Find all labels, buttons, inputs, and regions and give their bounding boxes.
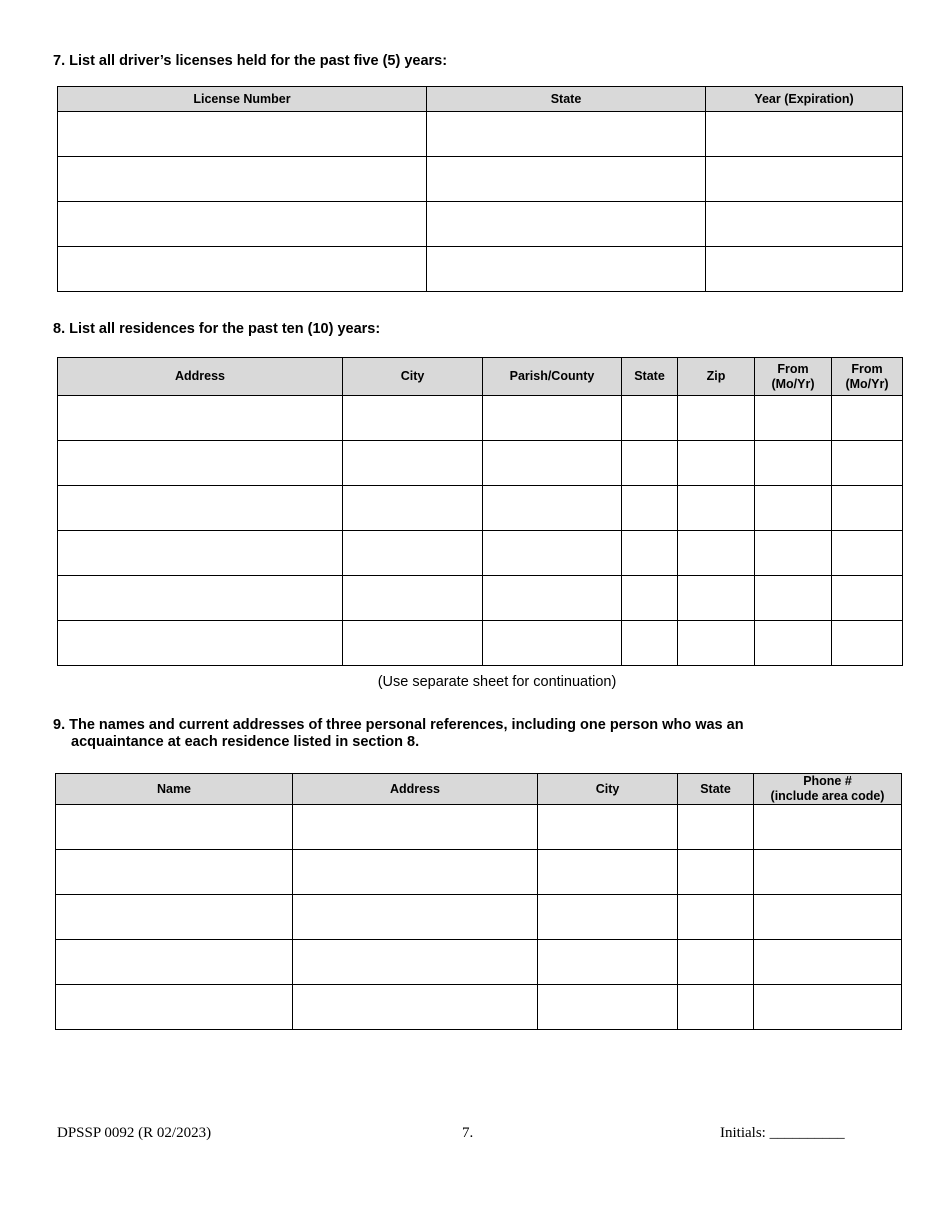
table-cell-input[interactable]: [538, 940, 678, 985]
table-cell-input[interactable]: [832, 396, 903, 441]
residences-table: [57, 357, 903, 666]
table-cell-input[interactable]: [832, 531, 903, 576]
table-cell-input[interactable]: [678, 940, 754, 985]
table-cell-input[interactable]: [56, 985, 293, 1030]
table-cell-input[interactable]: [293, 985, 538, 1030]
table-cell-input[interactable]: [343, 531, 483, 576]
table-cell-input[interactable]: [427, 112, 706, 157]
table-cell-input[interactable]: [678, 850, 754, 895]
table-cell-input[interactable]: [755, 576, 832, 621]
table-cell-input[interactable]: [58, 202, 427, 247]
licenses-table: [57, 86, 903, 292]
section-9-heading-line-1: 9. The names and current addresses of three personal references, including one person who was an: [53, 717, 744, 733]
table-cell-input[interactable]: [58, 157, 427, 202]
table-cell-input[interactable]: [754, 895, 902, 940]
table-cell-input[interactable]: [483, 576, 622, 621]
column-header: Zip: [678, 358, 755, 396]
table-cell-input[interactable]: [832, 441, 903, 486]
table-cell-input[interactable]: [678, 985, 754, 1030]
table-cell-input[interactable]: [56, 895, 293, 940]
table-cell-input[interactable]: [293, 940, 538, 985]
section-7-heading: 7. List all driver’s licenses held for the past five (5) years:: [53, 53, 448, 69]
table-row: [58, 247, 903, 292]
table-cell-input[interactable]: [293, 850, 538, 895]
table-cell-input[interactable]: [622, 531, 678, 576]
table-cell-input[interactable]: [483, 621, 622, 666]
table-cell-input[interactable]: [622, 621, 678, 666]
table-cell-input[interactable]: [427, 202, 706, 247]
table-cell-input[interactable]: [754, 850, 902, 895]
table-cell-input[interactable]: [832, 576, 903, 621]
table-cell-input[interactable]: [58, 247, 427, 292]
table-cell-input[interactable]: [706, 247, 903, 292]
table-cell-input[interactable]: [678, 486, 755, 531]
initials-field[interactable]: Initials: __________: [720, 1125, 845, 1141]
table-cell-input[interactable]: [754, 805, 902, 850]
table-cell-input[interactable]: [427, 157, 706, 202]
form-id: DPSSP 0092 (R 02/2023): [57, 1125, 212, 1141]
column-header: Parish/County: [483, 358, 622, 396]
table-cell-input[interactable]: [58, 396, 343, 441]
table-cell-input[interactable]: [678, 895, 754, 940]
column-header: Year (Expiration): [706, 87, 903, 112]
table-cell-input[interactable]: [678, 576, 755, 621]
table-row: [56, 985, 902, 1030]
table-cell-input[interactable]: [56, 850, 293, 895]
table-cell-input[interactable]: [678, 531, 755, 576]
table-cell-input[interactable]: [678, 441, 755, 486]
table-row: [58, 621, 903, 666]
continuation-note: (Use separate sheet for continuation): [377, 674, 617, 690]
table-cell-input[interactable]: [678, 396, 755, 441]
table-row: [58, 531, 903, 576]
table-cell-input[interactable]: [755, 531, 832, 576]
table-cell-input[interactable]: [706, 202, 903, 247]
table-row: [58, 576, 903, 621]
table-cell-input[interactable]: [678, 621, 755, 666]
table-cell-input[interactable]: [538, 895, 678, 940]
table-row: [56, 850, 902, 895]
table-cell-input[interactable]: [56, 805, 293, 850]
table-cell-input[interactable]: [678, 805, 754, 850]
table-cell-input[interactable]: [832, 486, 903, 531]
column-header: Name: [56, 774, 293, 805]
table-row: [56, 805, 902, 850]
column-header: State: [622, 358, 678, 396]
table-cell-input[interactable]: [343, 396, 483, 441]
table-cell-input[interactable]: [832, 621, 903, 666]
table-row: [58, 202, 903, 247]
column-header: From (Mo/Yr): [755, 358, 832, 396]
table-cell-input[interactable]: [343, 576, 483, 621]
column-header: State: [427, 87, 706, 112]
table-row: [58, 112, 903, 157]
column-header: State: [678, 774, 754, 805]
table-cell-input[interactable]: [58, 621, 343, 666]
table-cell-input[interactable]: [483, 396, 622, 441]
column-header: City: [538, 774, 678, 805]
column-header: From (Mo/Yr): [832, 358, 903, 396]
table-cell-input[interactable]: [755, 486, 832, 531]
table-cell-input[interactable]: [622, 576, 678, 621]
table-cell-input[interactable]: [755, 396, 832, 441]
table-cell-input[interactable]: [56, 940, 293, 985]
table-cell-input[interactable]: [706, 157, 903, 202]
column-header: City: [343, 358, 483, 396]
table-cell-input[interactable]: [622, 486, 678, 531]
table-cell-input[interactable]: [293, 895, 538, 940]
table-cell-input[interactable]: [622, 441, 678, 486]
table-row: [56, 940, 902, 985]
table-cell-input[interactable]: [483, 441, 622, 486]
table-cell-input[interactable]: [754, 940, 902, 985]
table-cell-input[interactable]: [343, 441, 483, 486]
table-cell-input[interactable]: [483, 486, 622, 531]
table-row: [56, 895, 902, 940]
table-cell-input[interactable]: [293, 805, 538, 850]
table-cell-input[interactable]: [538, 985, 678, 1030]
table-cell-input[interactable]: [755, 441, 832, 486]
references-table: [55, 773, 902, 1030]
page-number: 7.: [462, 1125, 474, 1141]
table-cell-input[interactable]: [538, 805, 678, 850]
table-cell-input[interactable]: [58, 441, 343, 486]
table-cell-input[interactable]: [427, 247, 706, 292]
table-row: [58, 486, 903, 531]
table-cell-input[interactable]: [483, 531, 622, 576]
table-cell-input[interactable]: [58, 486, 343, 531]
table-row: [58, 396, 903, 441]
column-header: License Number: [58, 87, 427, 112]
section-9-heading-line-2: acquaintance at each residence listed in section 8.: [71, 734, 420, 750]
table-cell-input[interactable]: [755, 621, 832, 666]
table-cell-input[interactable]: [58, 531, 343, 576]
table-cell-input[interactable]: [622, 396, 678, 441]
table-cell-input[interactable]: [754, 985, 902, 1030]
column-header: Address: [293, 774, 538, 805]
column-header: Address: [58, 358, 343, 396]
table-row: [58, 157, 903, 202]
section-8-heading: 8. List all residences for the past ten (10) years:: [53, 321, 381, 337]
table-cell-input[interactable]: [58, 112, 427, 157]
table-cell-input[interactable]: [343, 486, 483, 531]
section-9-heading: [53, 717, 744, 751]
table-cell-input[interactable]: [343, 621, 483, 666]
table-row: [58, 441, 903, 486]
table-cell-input[interactable]: [706, 112, 903, 157]
column-header: Phone # (include area code): [754, 774, 902, 805]
table-cell-input[interactable]: [58, 576, 343, 621]
table-cell-input[interactable]: [538, 850, 678, 895]
